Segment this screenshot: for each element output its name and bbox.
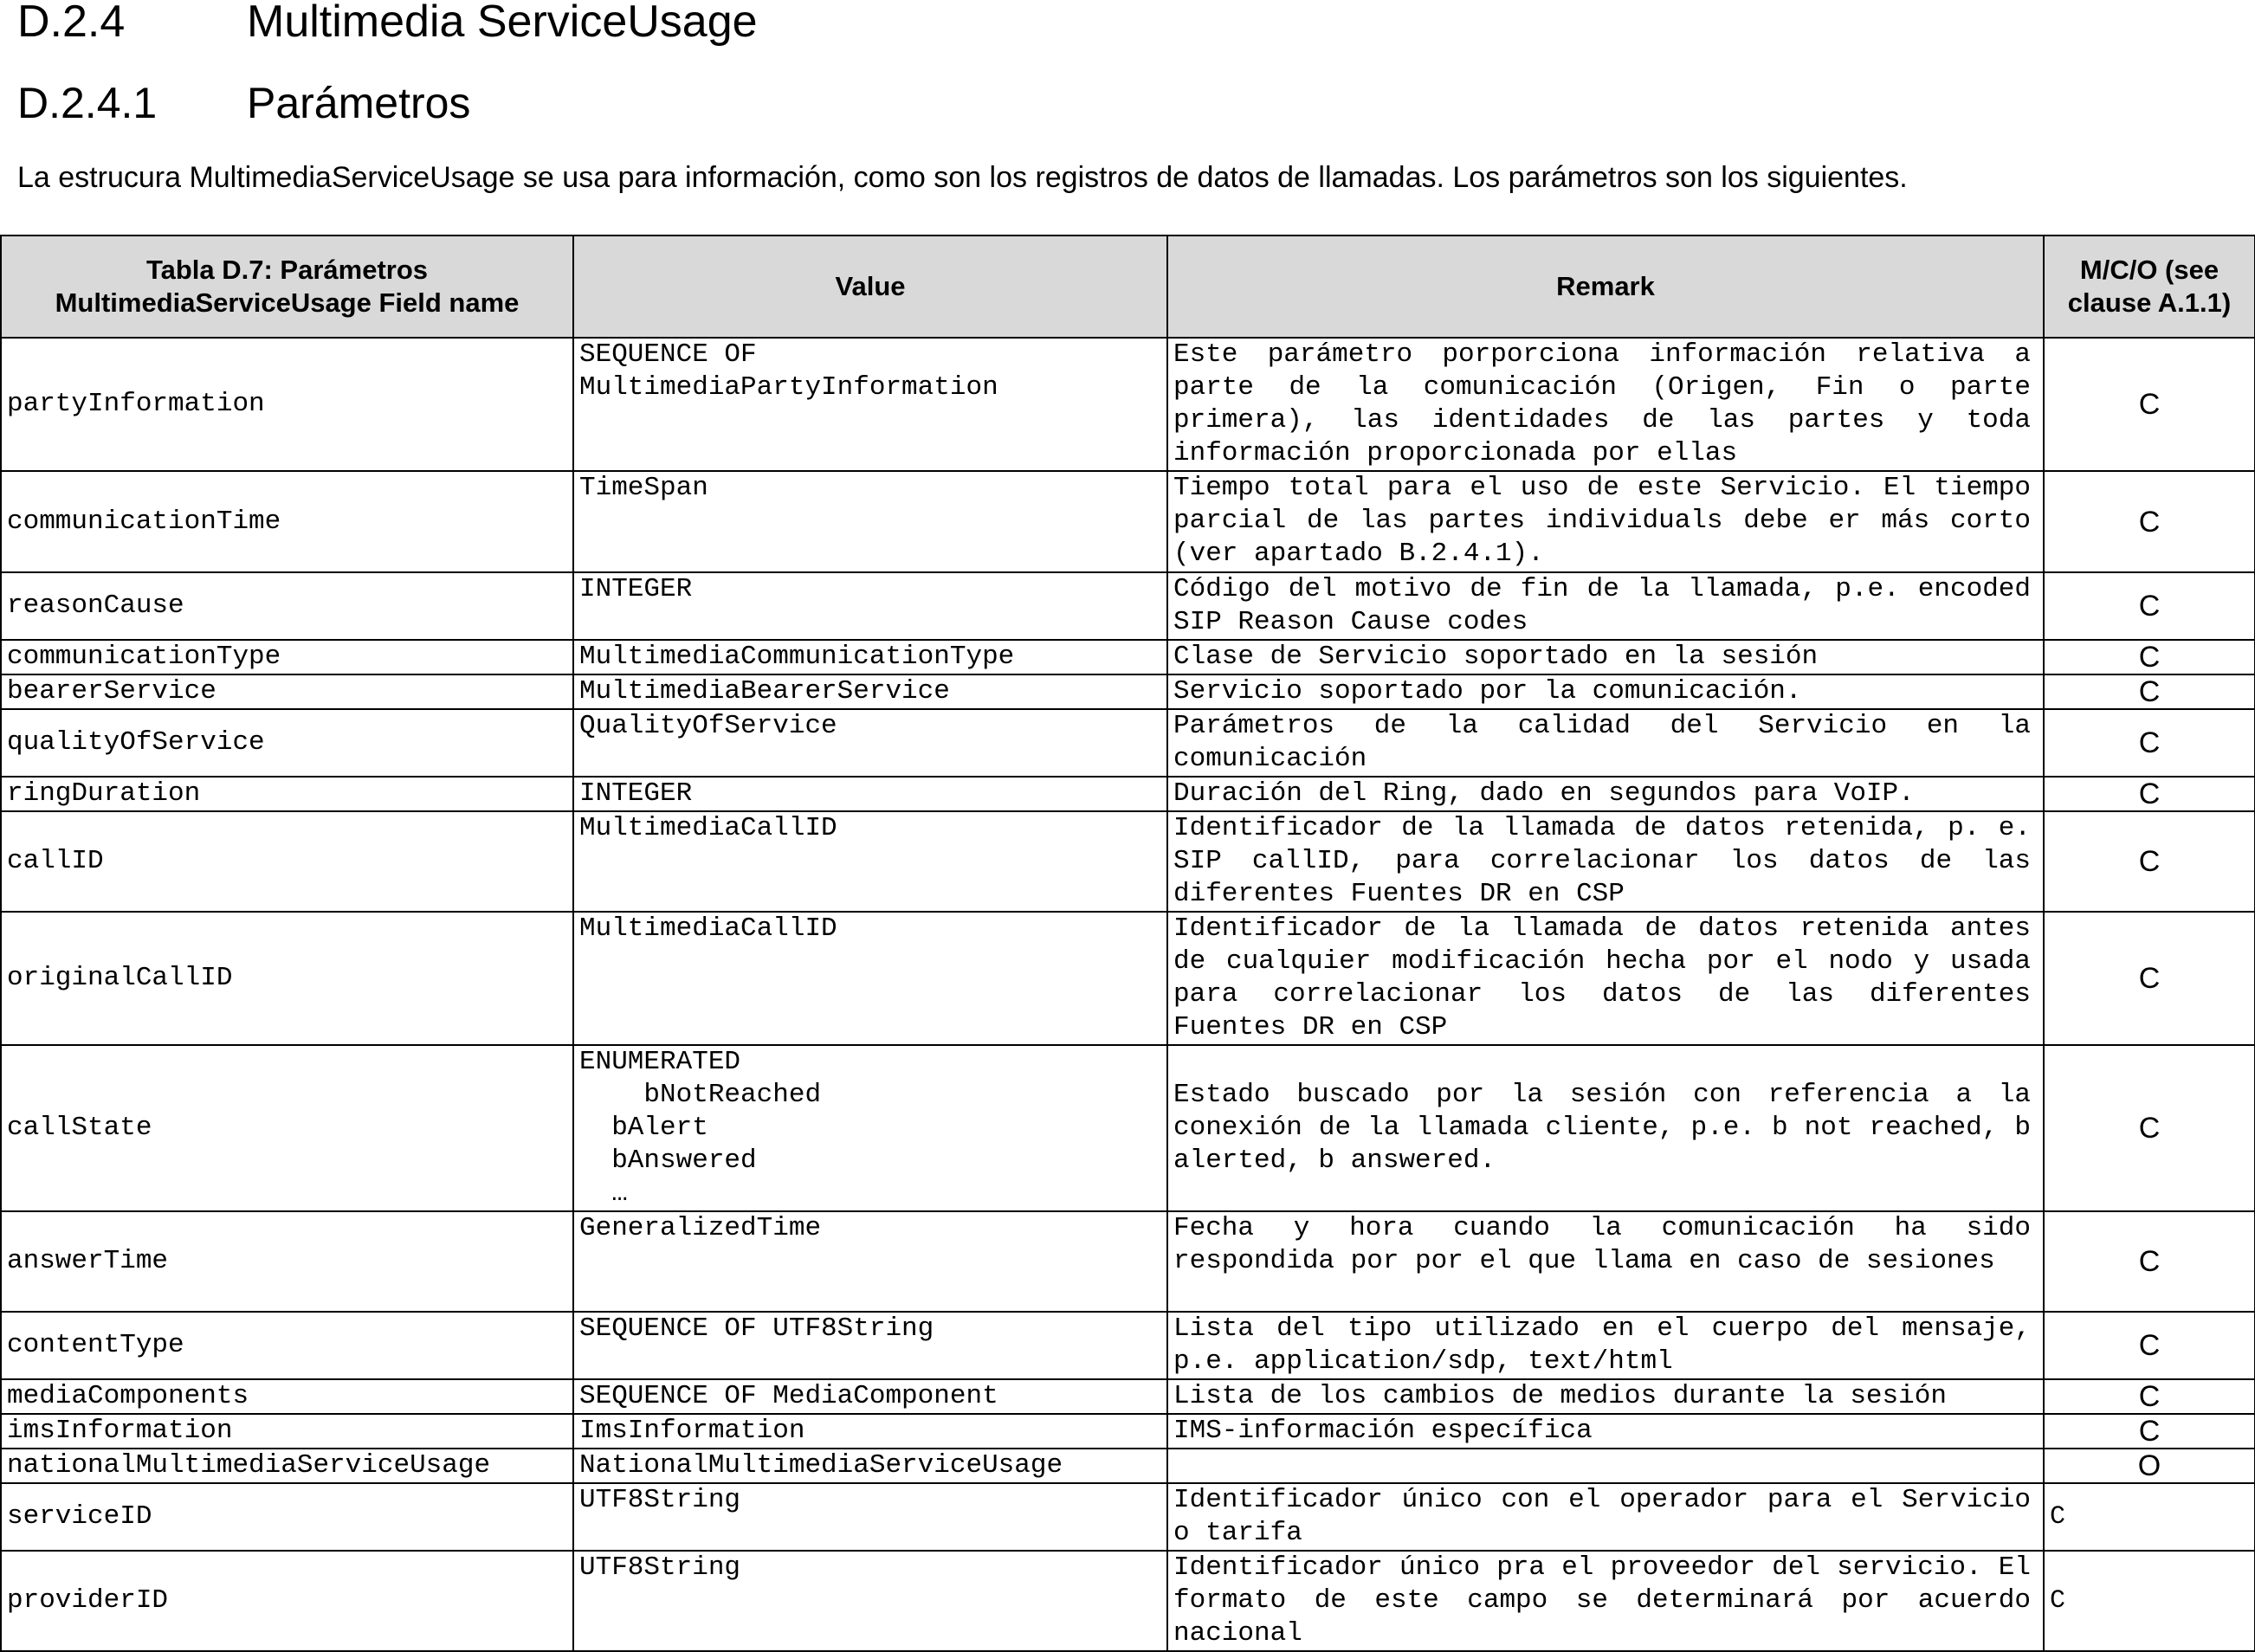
mco-cell: C — [2044, 1045, 2255, 1211]
table-row — [1, 1414, 2255, 1449]
mco-cell: C — [2044, 1483, 2255, 1551]
mco-cell: C — [2044, 674, 2255, 709]
value-cell: ENUMERATED bNotReached bAlert bAnswered … — [573, 1045, 1167, 1211]
header-value: Value — [573, 236, 1167, 338]
remark-cell: Código del motivo de fin de la llamada, p.e. encoded SIP Reason Cause codes — [1167, 572, 2044, 640]
remark-cell: Identificador de la llamada de datos retenida, p. e. SIP callID, para correlacionar los datos de las diferentes Fuentes DR en CSP — [1167, 811, 2044, 912]
value-cell: SEQUENCE OF UTF8String — [573, 1312, 1167, 1379]
remark-cell: Estado buscado por la sesión con referencia a la conexión de la llamada cliente, p.e. b not reached, b alerted, b answered. — [1167, 1045, 2044, 1211]
section-title: Multimedia ServiceUsage — [247, 0, 758, 47]
intro-paragraph: La estrucura MultimediaServiceUsage se usa para información, como son los registros de datos de llamadas. Los parámetros son los siguientes. — [17, 161, 1908, 194]
mco-cell: C — [2044, 777, 2255, 811]
value-cell: MultimediaBearerService — [573, 674, 1167, 709]
value-cell: INTEGER — [573, 777, 1167, 811]
field-name-cell: imsInformation — [1, 1414, 573, 1449]
remark-cell: Este parámetro porporciona información relativa a parte de la comunicación (Origen, Fin o parte primera), las identidades de las partes y toda información proporcionada por ellas — [1167, 338, 2044, 471]
remark-cell: Servicio soportado por la comunicación. — [1167, 674, 2044, 709]
mco-cell: C — [2044, 1312, 2255, 1379]
value-cell: GeneralizedTime — [573, 1211, 1167, 1312]
subsection-title: Parámetros — [247, 79, 471, 127]
mco-cell: O — [2044, 1449, 2255, 1483]
table-row — [1, 709, 2255, 777]
field-name-cell: callState — [1, 1045, 573, 1211]
header-remark: Remark — [1167, 236, 2044, 338]
parameters-table — [0, 235, 2255, 1652]
table-header-row — [1, 236, 2255, 338]
remark-cell: Clase de Servicio soportado en la sesión — [1167, 640, 2044, 674]
value-cell: QualityOfService — [573, 709, 1167, 777]
mco-cell: C — [2044, 640, 2255, 674]
field-name-cell: serviceID — [1, 1483, 573, 1551]
table-row — [1, 1045, 2255, 1211]
remark-cell: Lista del tipo utilizado en el cuerpo del mensaje, p.e. application/sdp, text/html — [1167, 1312, 2044, 1379]
table-row — [1, 777, 2255, 811]
field-name-cell: bearerService — [1, 674, 573, 709]
table-row — [1, 912, 2255, 1045]
remark-cell: Duración del Ring, dado en segundos para VoIP. — [1167, 777, 2044, 811]
mco-cell: C — [2044, 1551, 2255, 1651]
mco-cell: C — [2044, 912, 2255, 1045]
field-name-cell: contentType — [1, 1312, 573, 1379]
value-cell: ImsInformation — [573, 1414, 1167, 1449]
mco-cell: C — [2044, 709, 2255, 777]
table-row — [1, 1312, 2255, 1379]
table-row — [1, 1379, 2255, 1414]
header-field-name: Tabla D.7: Parámetros MultimediaServiceUsage Field name — [1, 236, 573, 338]
table-row — [1, 572, 2255, 640]
field-name-cell: communicationType — [1, 640, 573, 674]
table-row — [1, 1483, 2255, 1551]
subsection-number: D.2.4.1 — [17, 79, 158, 127]
value-cell: SEQUENCE OF MultimediaPartyInformation — [573, 338, 1167, 471]
mco-cell: C — [2044, 811, 2255, 912]
mco-cell: C — [2044, 1379, 2255, 1414]
value-cell: TimeSpan — [573, 471, 1167, 572]
remark-cell: Lista de los cambios de medios durante la sesión — [1167, 1379, 2044, 1414]
header-mco: M/C/O (see clause A.1.1) — [2044, 236, 2255, 338]
table-row — [1, 338, 2255, 471]
table-row — [1, 1551, 2255, 1651]
field-name-cell: providerID — [1, 1551, 573, 1651]
remark-cell: Tiempo total para el uso de este Servicio. El tiempo parcial de las partes individuals debe er más corto (ver apartado B.2.4.1). — [1167, 471, 2044, 572]
table-row — [1, 1211, 2255, 1312]
field-name-cell: callID — [1, 811, 573, 912]
field-name-cell: answerTime — [1, 1211, 573, 1312]
table-row — [1, 1449, 2255, 1483]
value-cell: SEQUENCE OF MediaComponent — [573, 1379, 1167, 1414]
value-cell: MultimediaCommunicationType — [573, 640, 1167, 674]
field-name-cell: nationalMultimediaServiceUsage — [1, 1449, 573, 1483]
value-cell: MultimediaCallID — [573, 912, 1167, 1045]
table-row — [1, 471, 2255, 572]
remark-cell: Parámetros de la calidad del Servicio en la comunicación — [1167, 709, 2044, 777]
section-number: D.2.4 — [17, 0, 126, 47]
remark-cell: Identificador único pra el proveedor del servicio. El formato de este campo se determinará por acuerdo nacional — [1167, 1551, 2044, 1651]
mco-cell: C — [2044, 471, 2255, 572]
remark-cell — [1167, 1449, 2044, 1483]
mco-cell: C — [2044, 1211, 2255, 1312]
subsection-heading — [17, 76, 470, 130]
field-name-cell: reasonCause — [1, 572, 573, 640]
remark-cell: Identificador único con el operador para el Servicio o tarifa — [1167, 1483, 2044, 1551]
value-cell: UTF8String — [573, 1483, 1167, 1551]
mco-cell: C — [2044, 572, 2255, 640]
field-name-cell: originalCallID — [1, 912, 573, 1045]
field-name-cell: ringDuration — [1, 777, 573, 811]
value-cell: UTF8String — [573, 1551, 1167, 1651]
field-name-cell: mediaComponents — [1, 1379, 573, 1414]
value-cell: MultimediaCallID — [573, 811, 1167, 912]
field-name-cell: communicationTime — [1, 471, 573, 572]
value-cell: NationalMultimediaServiceUsage — [573, 1449, 1167, 1483]
table-row — [1, 811, 2255, 912]
field-name-cell: partyInformation — [1, 338, 573, 471]
remark-cell: IMS-información específica — [1167, 1414, 2044, 1449]
value-cell: INTEGER — [573, 572, 1167, 640]
remark-cell: Fecha y hora cuando la comunicación ha sido respondida por por el que llama en caso de sesiones — [1167, 1211, 2044, 1312]
mco-cell: C — [2044, 338, 2255, 471]
table-row — [1, 640, 2255, 674]
table-row — [1, 674, 2255, 709]
section-heading — [17, 0, 758, 48]
remark-cell: Identificador de la llamada de datos retenida antes de cualquier modificación hecha por el nodo y usada para correlacionar los datos de las diferentes Fuentes DR en CSP — [1167, 912, 2044, 1045]
mco-cell: C — [2044, 1414, 2255, 1449]
field-name-cell: qualityOfService — [1, 709, 573, 777]
